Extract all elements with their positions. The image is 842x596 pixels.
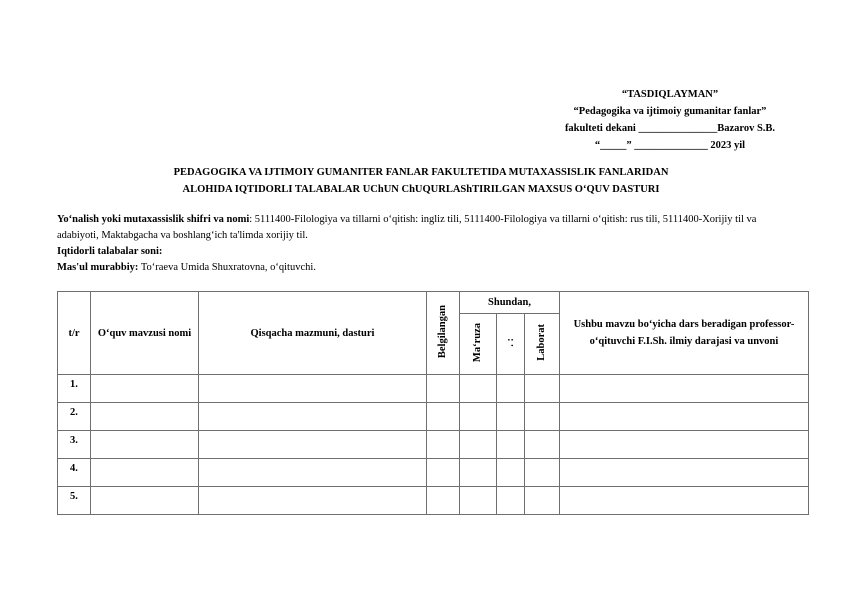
students-line — [57, 244, 757, 260]
table-cell — [427, 375, 460, 403]
table-cell — [427, 403, 460, 431]
approval-block — [520, 86, 820, 154]
table-cell — [199, 431, 427, 459]
approval-date: “_____” ______________ 2023 yil — [594, 140, 746, 151]
table-cell — [525, 487, 560, 515]
row-number: 2. — [58, 403, 91, 431]
header-content: Qisqacha mazmuni, dasturi — [199, 292, 427, 375]
table-cell — [427, 459, 460, 487]
header-topic: O‘quv mavzusi nomi — [91, 292, 199, 375]
curriculum-table — [57, 291, 809, 515]
table-cell — [560, 459, 809, 487]
header-lecture-text: Ma‘ruza — [472, 322, 483, 363]
table-body — [58, 375, 809, 515]
approval-heading: “TASDIQLAYMAN” — [621, 89, 719, 100]
table-cell — [199, 459, 427, 487]
table-cell — [525, 403, 560, 431]
header-practical-text: . : — [504, 338, 516, 347]
table-cell — [460, 375, 497, 403]
table-row — [58, 459, 809, 487]
table-cell — [525, 431, 560, 459]
title-line-1: PEDAGOGIKA VA IJTIMOIY GUMANITER FANLAR FAKULTETIDA MUTAXASSISLIK FANLARIDAN — [173, 167, 669, 178]
row-number: 3. — [58, 431, 91, 459]
header-lab-text: Laborat — [536, 324, 547, 361]
mentor-line — [57, 260, 757, 276]
table-cell — [460, 459, 497, 487]
table-cell — [525, 459, 560, 487]
table-cell — [460, 487, 497, 515]
header-number: t/r — [58, 292, 91, 375]
table-cell — [427, 431, 460, 459]
table-row — [58, 487, 809, 515]
header-lab — [525, 314, 560, 375]
table-cell — [460, 431, 497, 459]
table-cell — [497, 375, 525, 403]
row-number: 4. — [58, 459, 91, 487]
table-cell — [91, 487, 199, 515]
direction-value: : 5111400-Filologiya va tillarni o‘qitish: ingliz tili, 5111400-Filologiya va tillarni o‘qitish: rus tili, 5111400-Xorijiy til va adabiyoti, Maktabgacha va boshlang‘ich ta'limda xorijiy til. — [57, 214, 757, 241]
approval-dean: fakulteti dekani _______________Bazarov S.B. — [564, 123, 776, 134]
table-cell — [497, 487, 525, 515]
row-number: 1. — [58, 375, 91, 403]
table-cell — [91, 459, 199, 487]
table-cell — [199, 487, 427, 515]
header-practical — [497, 314, 525, 375]
table-cell — [497, 431, 525, 459]
table-cell — [560, 431, 809, 459]
info-block — [57, 212, 757, 276]
students-label: Iqtidorli talabalar soni: — [57, 246, 163, 257]
table-cell — [460, 403, 497, 431]
table-cell — [497, 459, 525, 487]
table-cell — [199, 403, 427, 431]
document-title — [60, 164, 782, 198]
table-cell — [560, 375, 809, 403]
table-row — [58, 375, 809, 403]
header-planned — [427, 292, 460, 375]
mentor-value: To‘raeva Umida Shuxratovna, o‘qituvchi. — [138, 262, 316, 273]
table-cell — [560, 487, 809, 515]
table-cell — [560, 403, 809, 431]
table-cell — [497, 403, 525, 431]
table-cell — [525, 375, 560, 403]
table-cell — [91, 431, 199, 459]
table-cell — [91, 375, 199, 403]
header-planned-text: Belgilangan — [437, 304, 448, 359]
header-teacher: Ushbu mavzu bo‘yicha dars beradigan professor-o‘qituvchi F.I.Sh. ilmiy darajasi va unvoni — [560, 292, 809, 375]
direction-line — [57, 212, 757, 244]
row-number: 5. — [58, 487, 91, 515]
table-cell — [91, 403, 199, 431]
header-lecture — [460, 314, 497, 375]
table-cell — [427, 487, 460, 515]
approval-faculty: “Pedagogika va ijtimoiy gumanitar fanlar” — [573, 106, 767, 117]
header-of-which: Shundan, — [460, 292, 560, 314]
title-line-2: ALOHIDA IQTIDORLI TALABALAR UChUN ChUQURLAShTIRILGAN MAXSUS O‘QUV DASTURI — [182, 184, 660, 195]
direction-label: Yo‘nalish yoki mutaxassislik shifri va nomi — [57, 214, 250, 225]
table-cell — [199, 375, 427, 403]
table-row — [58, 431, 809, 459]
table-row — [58, 403, 809, 431]
mentor-label: Mas'ul murabbiy: — [57, 262, 139, 273]
